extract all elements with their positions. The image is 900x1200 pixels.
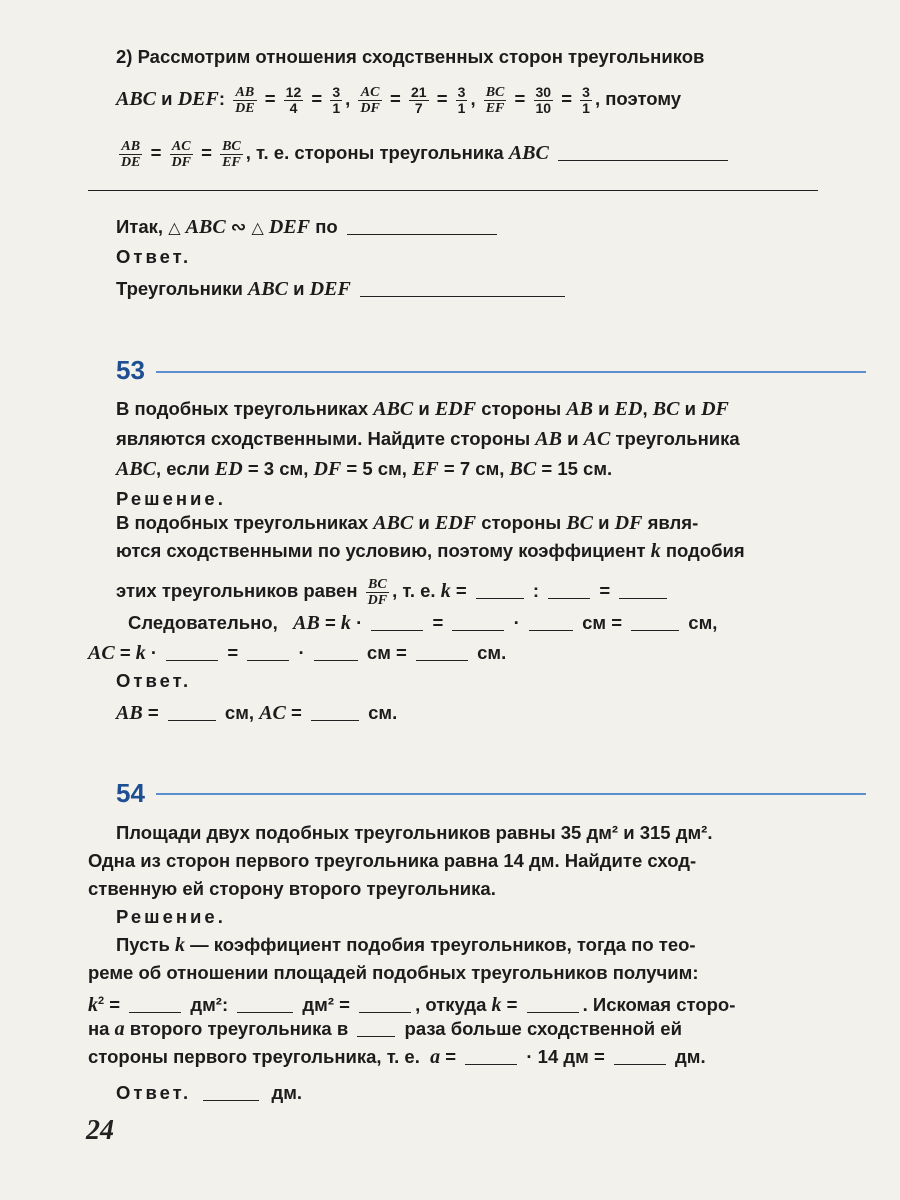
frac-den: EF: [222, 154, 241, 170]
dot: ·: [150, 642, 158, 663]
var: BC: [652, 398, 680, 420]
fraction-bc-df: [366, 577, 389, 608]
text: Площади двух подобных треугольников равны 35 дм² и 315 дм².: [116, 822, 713, 843]
equals: =: [436, 88, 448, 109]
frac-den: 4: [289, 99, 298, 116]
text: , откуда: [415, 994, 487, 1016]
and-text: и: [156, 88, 178, 109]
colon: :: [532, 580, 540, 601]
criterion-blank[interactable]: [347, 214, 497, 235]
text: и: [593, 398, 615, 419]
var: EF: [412, 458, 439, 480]
equals: =: [390, 88, 401, 109]
var: ED: [614, 398, 643, 420]
blank-input[interactable]: [129, 992, 181, 1013]
text: ,: [642, 398, 653, 419]
text: на: [88, 1018, 115, 1039]
text: подобия: [660, 540, 745, 561]
text: В подобных треугольниках: [116, 512, 374, 533]
frac-den: DF: [367, 592, 388, 608]
frac-den: 1: [582, 99, 590, 116]
comma: ,: [470, 88, 476, 109]
var-k: k: [650, 540, 661, 562]
text: стороны: [476, 512, 567, 533]
var: EDF: [434, 512, 477, 534]
p2-text: 2) Рассмотрим отношения сходственных сторон треугольников: [116, 46, 705, 67]
unit: см,: [688, 612, 718, 633]
var-a: a: [114, 1018, 125, 1040]
frac-num: 3: [582, 83, 590, 100]
t53-s2: [116, 534, 826, 568]
equals: =: [291, 702, 302, 723]
text: дм² =: [302, 994, 350, 1016]
equals: =: [119, 642, 131, 663]
fraction-12-4: [284, 85, 304, 116]
frac-num: 3: [332, 83, 341, 100]
triangle-icon: △: [168, 220, 181, 237]
text: = 3 см,: [242, 458, 314, 479]
equals: =: [432, 612, 444, 633]
t53-s4: [128, 606, 838, 640]
blank-input[interactable]: [357, 1016, 395, 1037]
t53-q1: [116, 392, 826, 426]
blank-input[interactable]: [237, 992, 293, 1013]
equals: =: [227, 642, 239, 663]
text: этих треугольников равен: [116, 580, 358, 601]
fraction-3-1-b: [456, 85, 468, 116]
tri-def: DEF: [177, 88, 219, 110]
equals: =: [599, 580, 611, 601]
p2-line-1: [116, 40, 826, 74]
equals: =: [264, 88, 276, 109]
text: реме об отношении площадей подобных треугольников получим:: [88, 962, 699, 983]
text: ственную ей сторону второго треугольника.: [88, 878, 496, 899]
fraction-ab-de-2: [119, 139, 142, 170]
superscript: 2: [98, 995, 105, 1007]
comma: ,: [345, 88, 351, 109]
var: AB: [535, 428, 562, 450]
var-k: k: [440, 580, 451, 602]
p2-line-2: [116, 82, 826, 116]
answer-label: Ответ.: [116, 670, 192, 691]
task-53-number: 53: [116, 355, 145, 385]
text: и: [561, 428, 584, 449]
dot: ·: [298, 642, 305, 663]
po-text: по: [315, 216, 338, 237]
text: = 5 см,: [341, 458, 413, 479]
var-k: k: [340, 612, 351, 634]
text: =: [104, 994, 121, 1016]
equals: =: [445, 1046, 457, 1067]
tri-abc: ABC: [247, 278, 289, 300]
p2-line-3: [116, 136, 826, 170]
var: DF: [701, 398, 729, 420]
blank-input[interactable]: [527, 992, 579, 1013]
equals: =: [324, 612, 336, 633]
blank-input[interactable]: [465, 1044, 517, 1065]
var: AB: [566, 398, 594, 420]
text: стороны: [476, 398, 567, 419]
answer-blank[interactable]: [558, 140, 728, 161]
tri-abc: ABC: [185, 216, 226, 238]
equals: =: [506, 994, 518, 1016]
fraction-ac-df: [358, 85, 381, 116]
text: , если: [156, 458, 215, 479]
equals: =: [150, 142, 162, 163]
frac-den: 7: [414, 99, 423, 116]
t54-answer-line: [116, 1076, 826, 1110]
answer-blank[interactable]: [311, 700, 359, 721]
frac-num: AB: [119, 139, 142, 155]
solution-label: Решение.: [116, 488, 226, 509]
unit: см.: [477, 642, 507, 663]
text: . Искомая сторо-: [582, 994, 736, 1016]
blank-input[interactable]: [548, 578, 590, 599]
text: Следовательно,: [128, 612, 278, 633]
frac-den: DF: [171, 154, 191, 170]
text: — коэффициент подобия треугольников, тогда по тео-: [185, 934, 696, 955]
text: дм²:: [190, 994, 229, 1016]
frac-num: BC: [366, 577, 389, 593]
frac-den: 1: [332, 99, 341, 116]
colon: :: [218, 88, 225, 109]
tri-def: DEF: [309, 278, 351, 300]
var-k: k: [175, 934, 185, 956]
var: DF: [313, 458, 342, 480]
text: = 7 см,: [438, 458, 510, 479]
blank-input[interactable]: [529, 610, 573, 631]
blank-input[interactable]: [619, 578, 667, 599]
var: ED: [214, 458, 243, 480]
equals: =: [396, 642, 407, 663]
var: DF: [614, 512, 643, 534]
var-k: k: [135, 642, 146, 664]
var: ABC: [116, 458, 157, 480]
fraction-3-1-c: [580, 85, 592, 116]
answer-line[interactable]: [88, 190, 818, 191]
var: AB: [293, 612, 320, 634]
frac-num: 3: [457, 83, 466, 100]
blank-input[interactable]: [371, 610, 423, 631]
fraction-bc-ef: [484, 85, 507, 116]
var: ABC: [373, 398, 414, 420]
t53-q2: [116, 422, 826, 456]
text: раза больше сходственной ей: [404, 1018, 682, 1039]
text: второго треугольника в: [124, 1018, 349, 1039]
fraction-ac-df-2: [170, 139, 193, 170]
p2-answer-label: [116, 240, 826, 274]
text: · 14 дм =: [526, 1046, 605, 1067]
var-k: k: [88, 994, 98, 1017]
p2-answer-line: [116, 272, 826, 306]
equals: =: [514, 88, 526, 109]
equals: =: [611, 612, 622, 633]
text: являются сходственными. Найдите стороны: [116, 428, 536, 449]
frac-den: DF: [360, 100, 380, 116]
var: AC: [88, 642, 115, 664]
blank-input[interactable]: [476, 578, 524, 599]
var-a: a: [430, 1046, 441, 1068]
similar-icon: ∾: [230, 216, 247, 237]
answer-label: Ответ.: [116, 1082, 192, 1103]
unit: см: [366, 642, 391, 663]
blank-input[interactable]: [416, 640, 468, 661]
equals: =: [455, 580, 467, 601]
unit: см: [582, 612, 607, 633]
text: , т. е.: [392, 580, 436, 601]
var: AC: [259, 702, 286, 724]
var: BC: [509, 458, 537, 480]
fraction-bc-ef-2: [220, 139, 243, 170]
t53-answer-line: [116, 696, 826, 730]
text: Одна из сторон первого треугольника равна 14 дм. Найдите сход-: [88, 850, 697, 871]
text: и: [413, 512, 435, 533]
text: треугольника: [610, 428, 740, 449]
t53-q3: [116, 452, 826, 486]
page-number: 24: [86, 1115, 114, 1146]
blank-input[interactable]: [247, 640, 289, 661]
blank-input[interactable]: [359, 992, 411, 1013]
frac-num: BC: [222, 138, 241, 154]
text: явля-: [642, 512, 699, 533]
dot: ·: [356, 612, 363, 633]
frac-den: 10: [535, 99, 552, 116]
blank-input[interactable]: [166, 640, 218, 661]
var: EDF: [434, 398, 477, 420]
var: BC: [566, 512, 594, 534]
answer-blank[interactable]: [203, 1080, 259, 1101]
and-text: и: [293, 278, 305, 299]
var: AB: [116, 702, 143, 724]
itak-text: Итак,: [116, 216, 164, 237]
var: AC: [583, 428, 611, 450]
frac-den: 1: [457, 99, 466, 116]
answer-label: Ответ.: [116, 246, 192, 267]
blank-input[interactable]: [631, 610, 679, 631]
tri-def: DEF: [268, 216, 311, 238]
tri-abc: ABC: [508, 142, 549, 164]
answer-blank[interactable]: [168, 700, 216, 721]
text: ются сходственными по условию, поэтому коэффициент: [116, 540, 651, 561]
text: и: [413, 398, 435, 419]
t53-s3: [116, 574, 826, 608]
frac-num: AB: [233, 85, 256, 101]
answer-blank[interactable]: [360, 276, 565, 297]
dot: ·: [513, 612, 520, 633]
blank-input[interactable]: [452, 610, 504, 631]
text: Пусть: [116, 934, 175, 955]
frac-den: EF: [485, 100, 505, 116]
triangle-icon: △: [251, 220, 264, 237]
equals: =: [561, 88, 573, 109]
unit: см.: [368, 702, 398, 723]
task-53-rule: [156, 371, 866, 373]
frac-den: DE: [121, 154, 141, 170]
frac-num: 30: [535, 83, 552, 100]
fraction-ab-de: [233, 85, 256, 116]
text: и: [593, 512, 615, 533]
unit: дм.: [675, 1046, 706, 1067]
equals: =: [311, 88, 323, 109]
text: = 15 см.: [536, 458, 613, 479]
sides-text: , т. е. стороны треугольника: [245, 142, 504, 163]
frac-den: DE: [235, 100, 255, 116]
therefore-text: , поэтому: [594, 88, 682, 109]
unit: см,: [224, 702, 255, 723]
frac-num: AC: [170, 139, 193, 155]
equals: =: [201, 142, 212, 163]
frac-num: 12: [285, 83, 302, 100]
t54-s5: [88, 1040, 828, 1074]
tri-abc: ABC: [116, 88, 157, 110]
frac-num: 21: [410, 83, 427, 100]
frac-num: AC: [358, 85, 381, 101]
equals: =: [147, 702, 159, 723]
solution-label: Решение.: [116, 906, 226, 927]
blank-input[interactable]: [314, 640, 358, 661]
task-54-number: 54: [116, 778, 145, 808]
text: В подобных треугольниках: [116, 398, 374, 419]
task-54-rule: [156, 793, 866, 795]
fraction-21-7: [409, 85, 429, 116]
t53-answer-label: [116, 664, 826, 698]
var-k: k: [491, 994, 502, 1017]
fraction-3-1: [330, 85, 342, 116]
fraction-30-10: [534, 85, 554, 116]
text: стороны первого треугольника, т. е.: [88, 1046, 420, 1067]
var: ABC: [373, 512, 414, 534]
unit: дм.: [271, 1082, 303, 1103]
frac-num: BC: [485, 84, 505, 100]
answer-text: Треугольники: [116, 278, 243, 299]
blank-input[interactable]: [614, 1044, 666, 1065]
text: и: [679, 398, 702, 419]
